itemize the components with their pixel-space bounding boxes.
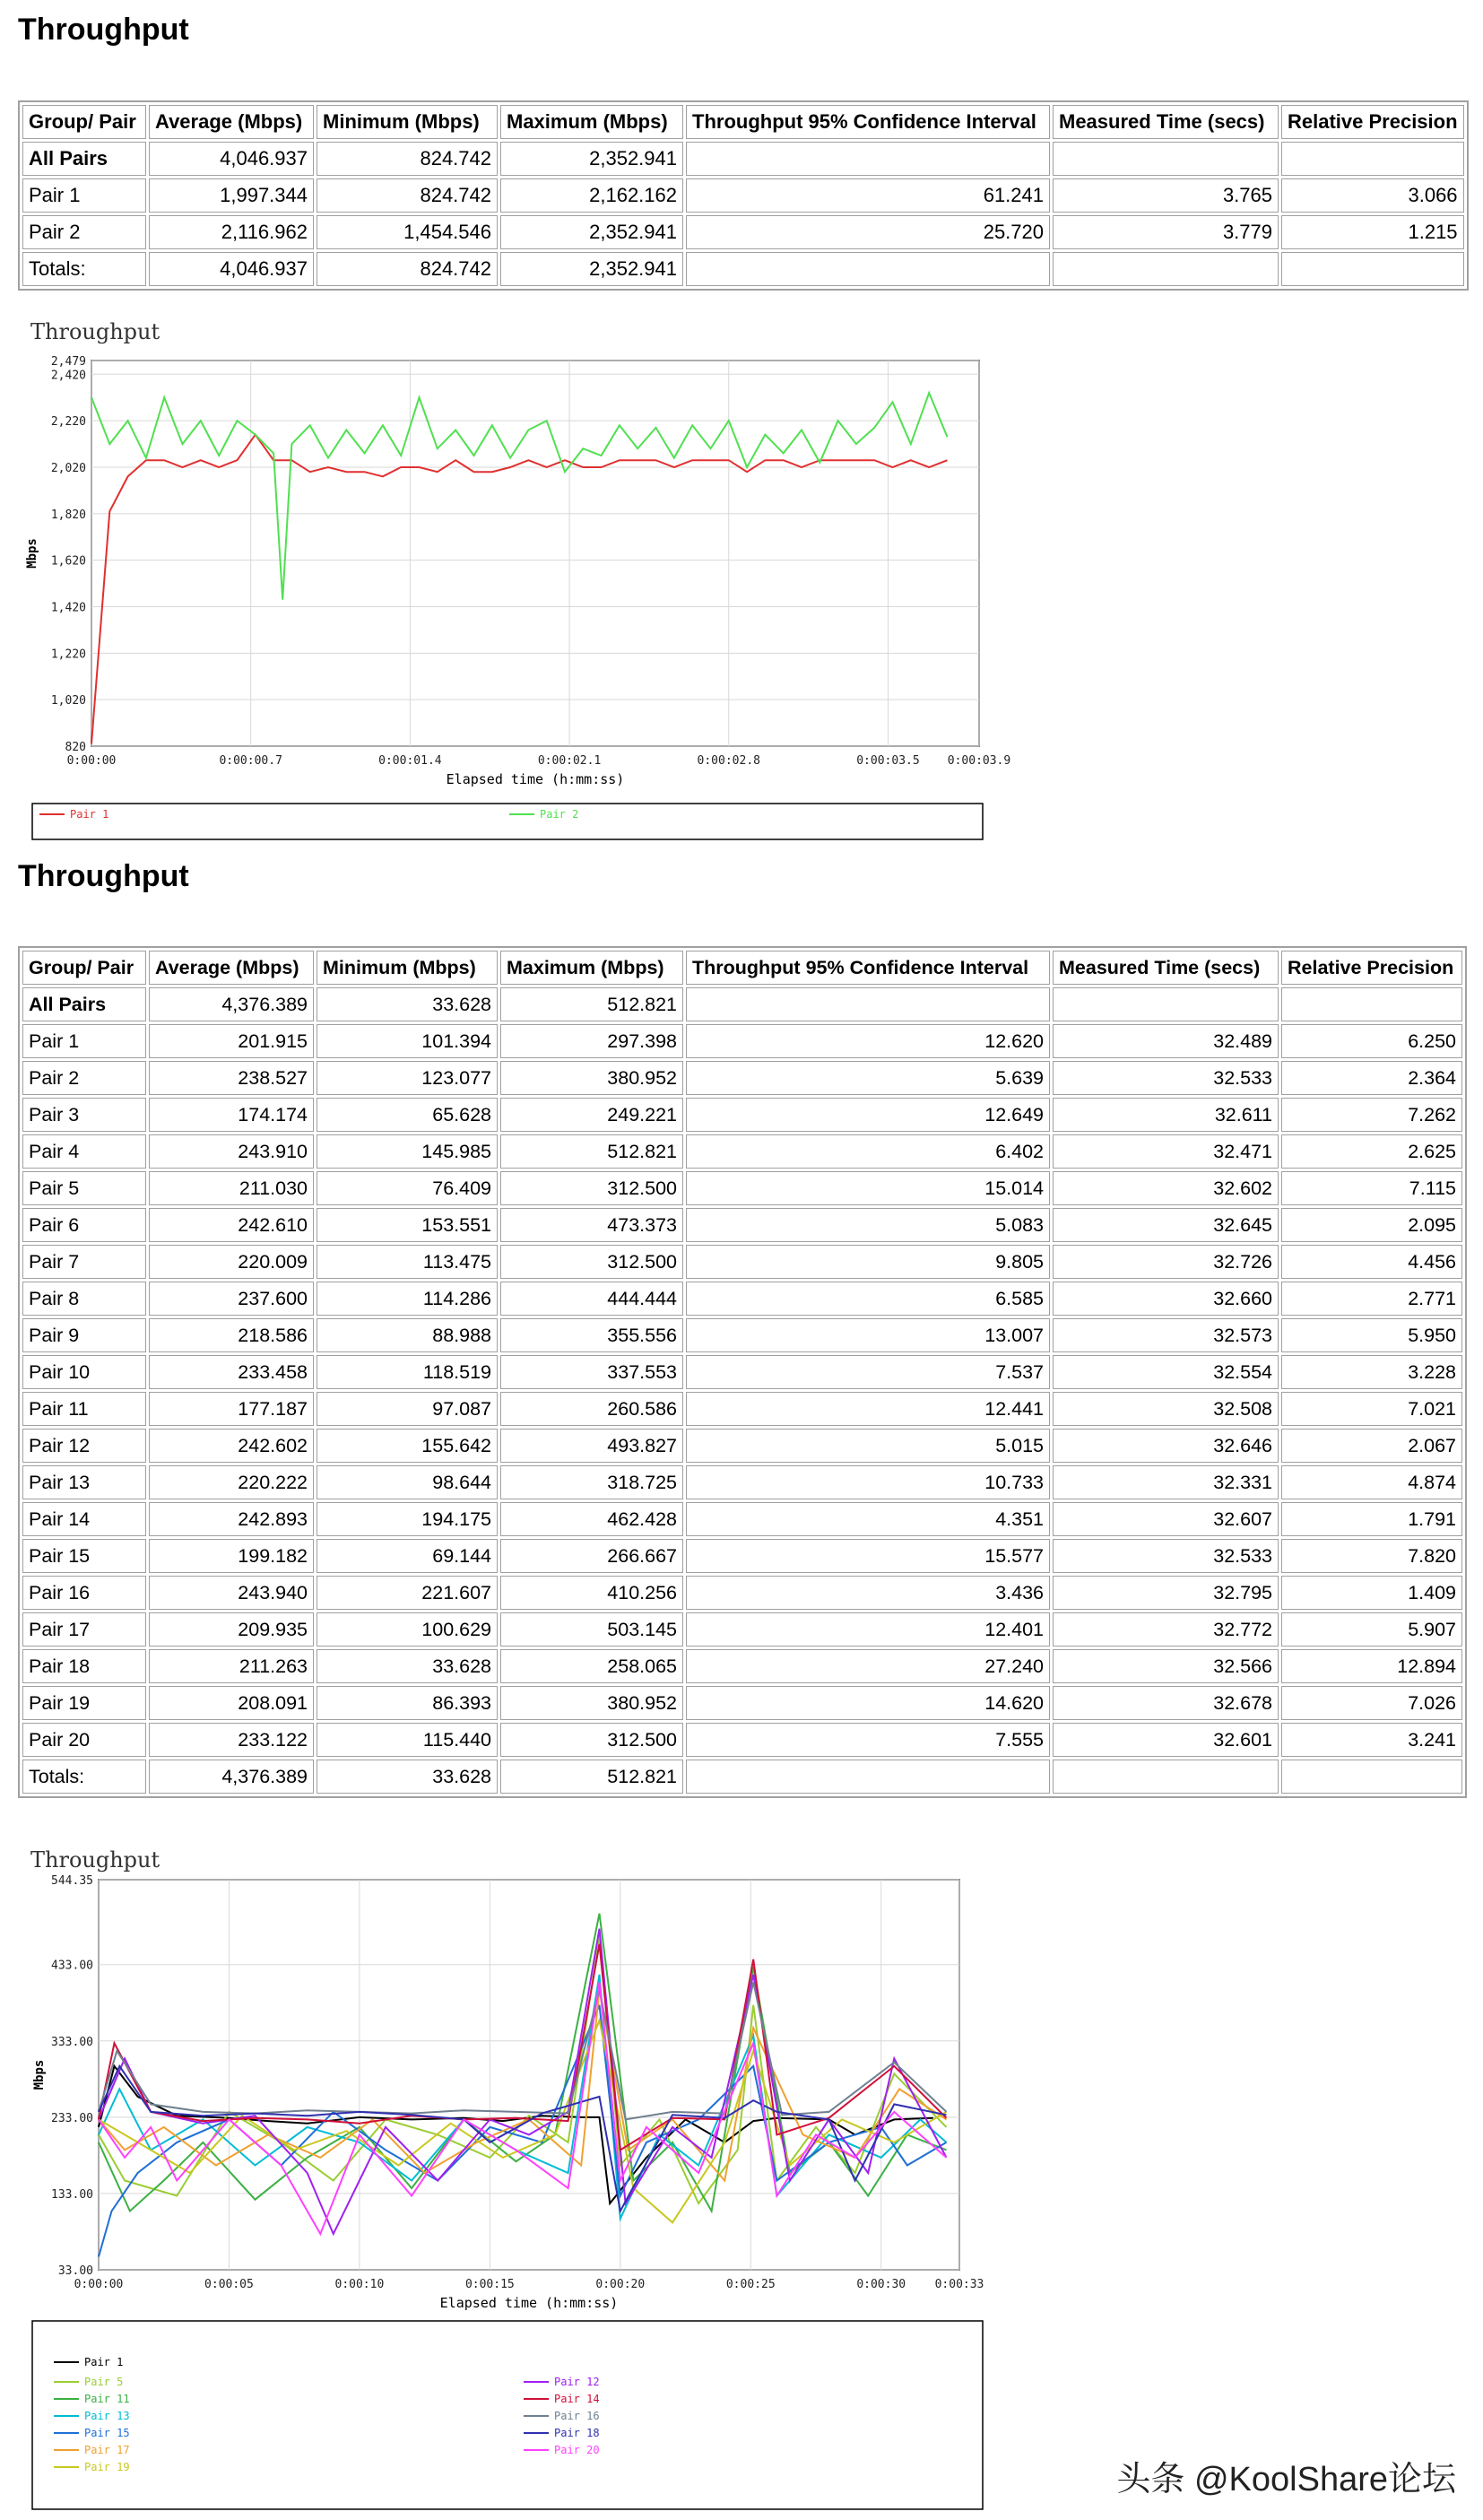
table-row <box>22 1318 1462 1352</box>
value-cell: 177.187 <box>149 1392 314 1426</box>
column-header: Average (Mbps) <box>149 951 314 985</box>
column-header: Throughput 95% Confidence Interval <box>686 951 1050 985</box>
value-cell: 3.228 <box>1281 1355 1462 1389</box>
value-cell: 242.893 <box>149 1502 314 1536</box>
y-tick-label: 433.00 <box>51 1959 93 1973</box>
value-cell: 243.910 <box>149 1134 314 1169</box>
value-cell: 233.458 <box>149 1355 314 1389</box>
value-cell: 5.639 <box>686 1061 1050 1095</box>
value-cell: 242.610 <box>149 1208 314 1242</box>
value-cell: 32.678 <box>1053 1686 1279 1720</box>
value-cell: 249.221 <box>500 1098 683 1132</box>
table-row <box>22 1098 1462 1132</box>
value-cell: 14.620 <box>686 1686 1050 1720</box>
legend-label: Pair 16 <box>554 2410 600 2422</box>
value-cell: 258.065 <box>500 1649 683 1683</box>
x-tick-label: 0:00:25 <box>725 2278 776 2291</box>
value-cell: 6.250 <box>1281 1024 1462 1058</box>
legend-label: Pair 19 <box>84 2461 130 2473</box>
chart-2-svg <box>25 1847 1002 2516</box>
value-cell: 32.726 <box>1053 1245 1279 1279</box>
value-cell: 13.007 <box>686 1318 1050 1352</box>
x-tick-label: 0:00:00.7 <box>219 754 282 768</box>
value-cell: 3.765 <box>1053 178 1279 213</box>
table-row <box>22 1061 1462 1095</box>
value-cell: 115.440 <box>317 1723 498 1757</box>
row-label-cell: Pair 13 <box>22 1465 146 1499</box>
x-tick-label: 0:00:02.8 <box>697 754 760 768</box>
value-cell <box>1053 1760 1279 1794</box>
y-tick-label: 33.00 <box>57 2264 93 2278</box>
table-row <box>22 1171 1462 1205</box>
value-cell: 266.667 <box>500 1539 683 1573</box>
table-row <box>22 1612 1462 1647</box>
y-tick-label: 2,479 <box>50 355 86 369</box>
value-cell: 15.577 <box>686 1539 1050 1573</box>
value-cell: 211.030 <box>149 1171 314 1205</box>
value-cell: 473.373 <box>500 1208 683 1242</box>
value-cell: 2.067 <box>1281 1429 1462 1463</box>
column-header: Maximum (Mbps) <box>500 951 683 985</box>
throughput-chart-1 <box>25 319 1011 839</box>
table-row <box>22 1282 1462 1316</box>
y-tick-label: 2,020 <box>50 461 86 475</box>
x-tick-label: 0:00:03.5 <box>856 754 920 768</box>
table-row <box>22 142 1464 176</box>
legend-label: Pair 15 <box>84 2427 130 2439</box>
x-tick-label: 0:00:02.1 <box>537 754 602 768</box>
y-tick-label: 1,620 <box>50 554 86 569</box>
value-cell: 32.645 <box>1053 1208 1279 1242</box>
value-cell: 7.555 <box>686 1723 1050 1757</box>
value-cell: 174.174 <box>149 1098 314 1132</box>
value-cell: 2.095 <box>1281 1208 1462 1242</box>
value-cell: 824.742 <box>317 178 498 213</box>
watermark: 头条 @KoolShare论坛 <box>1116 2461 1456 2498</box>
table-row <box>22 1024 1462 1058</box>
throughput-table-2 <box>18 946 1467 1798</box>
table-row <box>22 1760 1462 1794</box>
row-label-cell: All Pairs <box>22 142 146 176</box>
value-cell: 86.393 <box>317 1686 498 1720</box>
value-cell: 3.436 <box>686 1576 1050 1610</box>
value-cell: 2,162.162 <box>500 178 683 213</box>
value-cell: 410.256 <box>500 1576 683 1610</box>
value-cell: 1.791 <box>1281 1502 1462 1536</box>
row-label-cell: Pair 19 <box>22 1686 146 1720</box>
chart-title: Throughput <box>30 319 160 344</box>
value-cell: 220.009 <box>149 1245 314 1279</box>
value-cell: 5.907 <box>1281 1612 1462 1647</box>
value-cell: 1,997.344 <box>149 178 314 213</box>
value-cell: 101.394 <box>317 1024 498 1058</box>
value-cell: 237.600 <box>149 1282 314 1316</box>
x-tick-label: 0:00:05 <box>204 2278 254 2291</box>
row-label-cell: Pair 1 <box>22 178 146 213</box>
legend-label: Pair 11 <box>84 2393 130 2405</box>
value-cell: 32.660 <box>1053 1282 1279 1316</box>
value-cell: 312.500 <box>500 1245 683 1279</box>
chart-1-svg <box>25 319 1011 839</box>
legend-label: Pair 13 <box>84 2410 130 2422</box>
throughput-chart-2 <box>25 1847 1002 2516</box>
legend-label: Pair 18 <box>554 2427 600 2439</box>
value-cell: 32.646 <box>1053 1429 1279 1463</box>
row-label-cell: Pair 8 <box>22 1282 146 1316</box>
value-cell: 12.894 <box>1281 1649 1462 1683</box>
value-cell: 100.629 <box>317 1612 498 1647</box>
row-label-cell: Pair 15 <box>22 1539 146 1573</box>
row-label-cell: Pair 7 <box>22 1245 146 1279</box>
legend-label: Pair 1 <box>70 808 109 821</box>
value-cell: 2,116.962 <box>149 215 314 249</box>
value-cell: 7.262 <box>1281 1098 1462 1132</box>
row-label-cell: Pair 18 <box>22 1649 146 1683</box>
table-row <box>22 1576 1462 1610</box>
row-label-cell: Pair 17 <box>22 1612 146 1647</box>
value-cell: 32.566 <box>1053 1649 1279 1683</box>
value-cell: 6.585 <box>686 1282 1050 1316</box>
legend-label: Pair 5 <box>84 2376 124 2388</box>
value-cell <box>1281 252 1464 286</box>
value-cell: 25.720 <box>686 215 1050 249</box>
value-cell: 208.091 <box>149 1686 314 1720</box>
value-cell: 9.805 <box>686 1245 1050 1279</box>
x-axis-label: Elapsed time (h:mm:ss) <box>446 771 625 787</box>
value-cell <box>1281 1760 1462 1794</box>
row-label-cell: All Pairs <box>22 987 146 1021</box>
section-heading-1: Throughput <box>18 13 189 47</box>
value-cell: 312.500 <box>500 1171 683 1205</box>
value-cell: 7.026 <box>1281 1686 1462 1720</box>
value-cell: 512.821 <box>500 987 683 1021</box>
value-cell: 7.820 <box>1281 1539 1462 1573</box>
value-cell: 233.122 <box>149 1723 314 1757</box>
table-row <box>22 1723 1462 1757</box>
value-cell: 32.533 <box>1053 1061 1279 1095</box>
value-cell: 6.402 <box>686 1134 1050 1169</box>
value-cell: 211.263 <box>149 1649 314 1683</box>
value-cell: 33.628 <box>317 1760 498 1794</box>
row-label-cell: Pair 4 <box>22 1134 146 1169</box>
value-cell: 65.628 <box>317 1098 498 1132</box>
value-cell: 493.827 <box>500 1429 683 1463</box>
value-cell: 1.409 <box>1281 1576 1462 1610</box>
column-header: Relative Precision <box>1281 105 1464 139</box>
y-tick-label: 544.35 <box>51 1874 93 1888</box>
chart-title: Throughput <box>30 1847 160 1873</box>
value-cell: 76.409 <box>317 1171 498 1205</box>
value-cell: 4.351 <box>686 1502 1050 1536</box>
table-row <box>22 1539 1462 1573</box>
value-cell: 4.456 <box>1281 1245 1462 1279</box>
x-tick-label: 0:00:33 <box>934 2278 984 2291</box>
value-cell: 462.428 <box>500 1502 683 1536</box>
table-row <box>22 1465 1462 1499</box>
legend-label: Pair 20 <box>554 2444 600 2456</box>
section-heading-2: Throughput <box>18 859 189 893</box>
row-label-cell: Pair 14 <box>22 1502 146 1536</box>
value-cell: 32.554 <box>1053 1355 1279 1389</box>
value-cell: 4,376.389 <box>149 1760 314 1794</box>
x-axis-label: Elapsed time (h:mm:ss) <box>439 2295 619 2311</box>
row-label-cell: Pair 20 <box>22 1723 146 1757</box>
value-cell: 2,352.941 <box>500 252 683 286</box>
column-header: Minimum (Mbps) <box>317 951 498 985</box>
table-row <box>22 1245 1462 1279</box>
value-cell <box>1053 142 1279 176</box>
value-cell: 297.398 <box>500 1024 683 1058</box>
value-cell: 355.556 <box>500 1318 683 1352</box>
value-cell: 153.551 <box>317 1208 498 1242</box>
value-cell: 32.772 <box>1053 1612 1279 1647</box>
legend-box <box>32 804 983 839</box>
value-cell: 2.364 <box>1281 1061 1462 1095</box>
x-tick-label: 0:00:00 <box>74 2278 124 2291</box>
value-cell: 209.935 <box>149 1612 314 1647</box>
value-cell: 32.471 <box>1053 1134 1279 1169</box>
value-cell <box>1053 987 1279 1021</box>
column-header: Measured Time (secs) <box>1053 105 1279 139</box>
x-tick-label: 0:00:30 <box>856 2278 906 2291</box>
value-cell: 337.553 <box>500 1355 683 1389</box>
column-header: Group/ Pair <box>22 105 146 139</box>
table-row <box>22 1134 1462 1169</box>
row-label-cell: Pair 6 <box>22 1208 146 1242</box>
value-cell: 824.742 <box>317 252 498 286</box>
value-cell: 2.625 <box>1281 1134 1462 1169</box>
value-cell <box>1053 252 1279 286</box>
value-cell: 12.441 <box>686 1392 1050 1426</box>
value-cell: 5.950 <box>1281 1318 1462 1352</box>
value-cell: 33.628 <box>317 987 498 1021</box>
y-tick-label: 2,220 <box>50 415 86 430</box>
x-tick-label: 0:00:20 <box>595 2278 646 2291</box>
column-header: Maximum (Mbps) <box>500 105 683 139</box>
value-cell: 444.444 <box>500 1282 683 1316</box>
value-cell: 10.733 <box>686 1465 1050 1499</box>
value-cell: 2,352.941 <box>500 215 683 249</box>
value-cell: 4,376.389 <box>149 987 314 1021</box>
table-row <box>22 215 1464 249</box>
row-label-cell: Pair 2 <box>22 1061 146 1095</box>
legend-label: Pair 12 <box>554 2376 600 2388</box>
value-cell: 512.821 <box>500 1760 683 1794</box>
y-tick-label: 2,420 <box>50 369 86 383</box>
throughput-table-1 <box>18 100 1469 291</box>
table-header-row <box>22 105 1464 139</box>
value-cell: 2,352.941 <box>500 142 683 176</box>
value-cell: 88.988 <box>317 1318 498 1352</box>
row-label-cell: Pair 3 <box>22 1098 146 1132</box>
x-tick-label: 0:00:01.4 <box>378 754 442 768</box>
value-cell: 7.115 <box>1281 1171 1462 1205</box>
legend-label: Pair 14 <box>554 2393 600 2405</box>
y-tick-label: 1,020 <box>50 694 86 708</box>
value-cell: 201.915 <box>149 1024 314 1058</box>
row-label-cell: Pair 5 <box>22 1171 146 1205</box>
table-row <box>22 1502 1462 1536</box>
value-cell: 238.527 <box>149 1061 314 1095</box>
value-cell: 318.725 <box>500 1465 683 1499</box>
column-header: Average (Mbps) <box>149 105 314 139</box>
value-cell: 312.500 <box>500 1723 683 1757</box>
value-cell: 3.779 <box>1053 215 1279 249</box>
x-tick-label: 0:00:10 <box>334 2278 385 2291</box>
value-cell: 123.077 <box>317 1061 498 1095</box>
x-tick-label: 0:00:00 <box>66 754 117 768</box>
column-header: Minimum (Mbps) <box>317 105 498 139</box>
value-cell: 1,454.546 <box>317 215 498 249</box>
value-cell: 199.182 <box>149 1539 314 1573</box>
value-cell: 503.145 <box>500 1612 683 1647</box>
value-cell <box>686 987 1050 1021</box>
row-label-cell: Totals: <box>22 252 146 286</box>
plot-area <box>99 1880 959 2270</box>
y-tick-label: 1,820 <box>50 508 86 522</box>
legend-label: Pair 1 <box>84 2356 124 2368</box>
value-cell: 220.222 <box>149 1465 314 1499</box>
row-label-cell: Pair 1 <box>22 1024 146 1058</box>
value-cell: 32.795 <box>1053 1576 1279 1610</box>
value-cell: 512.821 <box>500 1134 683 1169</box>
value-cell <box>1281 142 1464 176</box>
legend-label: Pair 2 <box>540 808 579 821</box>
y-tick-label: 233.00 <box>51 2111 93 2125</box>
value-cell: 1.215 <box>1281 215 1464 249</box>
table-row <box>22 252 1464 286</box>
value-cell: 61.241 <box>686 178 1050 213</box>
column-header: Relative Precision <box>1281 951 1462 985</box>
value-cell: 33.628 <box>317 1649 498 1683</box>
value-cell: 32.489 <box>1053 1024 1279 1058</box>
row-label-cell: Pair 9 <box>22 1318 146 1352</box>
legend-label: Pair 17 <box>84 2444 130 2456</box>
table-row <box>22 1208 1462 1242</box>
value-cell: 12.649 <box>686 1098 1050 1132</box>
column-header: Group/ Pair <box>22 951 146 985</box>
value-cell: 155.642 <box>317 1429 498 1463</box>
column-header: Throughput 95% Confidence Interval <box>686 105 1050 139</box>
row-label-cell: Totals: <box>22 1760 146 1794</box>
value-cell: 3.241 <box>1281 1723 1462 1757</box>
value-cell: 7.021 <box>1281 1392 1462 1426</box>
y-axis-label: Mbps <box>25 538 39 569</box>
value-cell: 380.952 <box>500 1061 683 1095</box>
value-cell <box>686 142 1050 176</box>
row-label-cell: Pair 2 <box>22 215 146 249</box>
table-row <box>22 1429 1462 1463</box>
value-cell <box>686 1760 1050 1794</box>
value-cell: 32.331 <box>1053 1465 1279 1499</box>
value-cell: 97.087 <box>317 1392 498 1426</box>
y-tick-label: 1,420 <box>50 601 86 615</box>
value-cell: 5.015 <box>686 1429 1050 1463</box>
table-header-row <box>22 951 1462 985</box>
row-label-cell: Pair 11 <box>22 1392 146 1426</box>
y-tick-label: 133.00 <box>51 2187 93 2202</box>
value-cell: 380.952 <box>500 1686 683 1720</box>
x-tick-label: 0:00:15 <box>464 2278 515 2291</box>
value-cell: 7.537 <box>686 1355 1050 1389</box>
value-cell: 12.620 <box>686 1024 1050 1058</box>
value-cell: 15.014 <box>686 1171 1050 1205</box>
value-cell: 3.066 <box>1281 178 1464 213</box>
y-tick-label: 820 <box>65 741 86 754</box>
value-cell: 32.533 <box>1053 1539 1279 1573</box>
value-cell: 2.771 <box>1281 1282 1462 1316</box>
value-cell: 824.742 <box>317 142 498 176</box>
value-cell <box>686 252 1050 286</box>
table-row <box>22 1392 1462 1426</box>
table-row <box>22 1649 1462 1683</box>
value-cell: 243.940 <box>149 1576 314 1610</box>
row-label-cell: Pair 12 <box>22 1429 146 1463</box>
value-cell: 260.586 <box>500 1392 683 1426</box>
value-cell: 114.286 <box>317 1282 498 1316</box>
y-tick-label: 333.00 <box>51 2035 93 2049</box>
value-cell: 242.602 <box>149 1429 314 1463</box>
value-cell: 4,046.937 <box>149 142 314 176</box>
legend-box <box>32 2321 983 2509</box>
value-cell: 4,046.937 <box>149 252 314 286</box>
value-cell: 4.874 <box>1281 1465 1462 1499</box>
value-cell: 5.083 <box>686 1208 1050 1242</box>
value-cell: 32.611 <box>1053 1098 1279 1132</box>
row-label-cell: Pair 16 <box>22 1576 146 1610</box>
value-cell: 69.144 <box>317 1539 498 1573</box>
value-cell: 32.601 <box>1053 1723 1279 1757</box>
x-tick-label: 0:00:03.9 <box>947 754 1011 768</box>
value-cell: 113.475 <box>317 1245 498 1279</box>
value-cell: 118.519 <box>317 1355 498 1389</box>
value-cell: 221.607 <box>317 1576 498 1610</box>
column-header: Measured Time (secs) <box>1053 951 1279 985</box>
value-cell: 32.602 <box>1053 1171 1279 1205</box>
row-label-cell: Pair 10 <box>22 1355 146 1389</box>
value-cell: 98.644 <box>317 1465 498 1499</box>
value-cell: 145.985 <box>317 1134 498 1169</box>
table-row <box>22 987 1462 1021</box>
value-cell: 32.573 <box>1053 1318 1279 1352</box>
value-cell: 27.240 <box>686 1649 1050 1683</box>
y-axis-label: Mbps <box>32 2059 47 2090</box>
table-row <box>22 1355 1462 1389</box>
table-row <box>22 1686 1462 1720</box>
value-cell: 12.401 <box>686 1612 1050 1647</box>
plot-area <box>91 361 979 746</box>
value-cell: 194.175 <box>317 1502 498 1536</box>
value-cell <box>1281 987 1462 1021</box>
value-cell: 218.586 <box>149 1318 314 1352</box>
value-cell: 32.508 <box>1053 1392 1279 1426</box>
y-tick-label: 1,220 <box>50 647 86 662</box>
value-cell: 32.607 <box>1053 1502 1279 1536</box>
table-row <box>22 178 1464 213</box>
